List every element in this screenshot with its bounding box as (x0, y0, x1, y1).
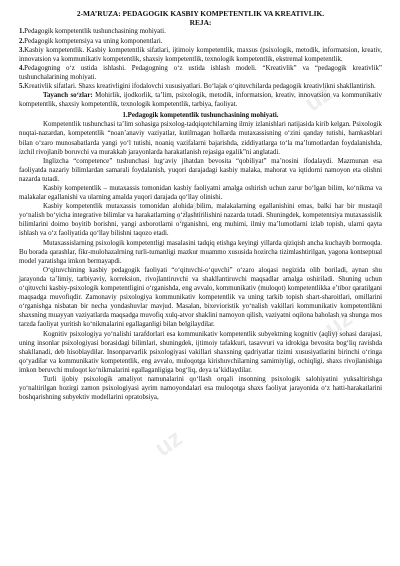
plan-item-text: Kasbiy kompetentlik. Kasbiy kompetentlik sifatlari, ijtimoiy kompetentlik, maxsus (psixologik, metodik, informatsion, kreativ, innovatsion va kommunikativ kompetentlik, shaxsiy kompetentlik, texnologik kompetentlik, ekstremal kompetentlik. (19, 46, 382, 63)
plan-list (19, 27, 382, 91)
plan-item-text: Pedagogik kompetensiya va uning komponentlari. (24, 37, 163, 45)
plan-heading: REJA: (189, 18, 212, 28)
plan-item-number: 3. (19, 46, 25, 54)
body-paragraph: Kompetentlik tushunchasi ta’lim sohasiga psixolog-tadqiqotchilarning ilmiy izlanishlari natijasida kirib kelgan. Psixologik nuqtai-nazardan, kompetentlik “noan’anaviy vaziyatlar, kutilmagan hollarda mutaxassisning o‘zini qanday tutishi, hamkasblari bilan o‘zaro munosabatlarda yangi yo‘l tutishi, noaniq vazifalarni bajarishda, ziddiyatlarga to‘la ma’lumotlardan foydalanishda, izchil rivojlanib boruvchi va murakkab jarayonlarda harakatlanish rejasiga egalik”ni anglatadi. (19, 121, 382, 156)
body-paragraph: Kasbiy kompetentlik – mutaxassis tomonidan kasbiy faoliyatni amalga oshirish uchun zarur bo‘lgan bilim, ko‘nikma va malakalar egallanishi va ularning amalda yuqori darajada qo‘llay olinishi. (19, 185, 382, 202)
body-paragraph: Kognitiv psixologiya yo‘nalishi tarafdorlari esa kommunikativ kompetentlik subyektning kognitiv (aqliy) sohasi darajasi, uning insonlar psixologiyasi borasidagi bilimlari, shuningdek, ijtimoiy tafakkuri, tasavvuri va idrokiga bevosita bog‘liq ravishda shakllanadi, deb hisoblaydilar. Insonparvarlik psixologiyasi vakillari shaxsning qadriyatlar tizimi xususiyatlarini birinchi o‘ringa qo‘yadilar va kommunikativ kompetentlik, eng avvalo, muloqotga kirishuvchilarning samimiyligi, ochiqligi, shaxs rivojlanishiga imkon beruvchi muloqot ko‘nikmalarini egallaganligiga bog‘liq, deya ta’kidlaydilar. (19, 330, 382, 374)
plan-item-text: Pedagogning o‘z ustida ishlashi. Pedagogning o‘z ustida ishlash modeli. “Kreativlik” va “pedagogik kreativlik” tushunchalarining mohiyati. (19, 64, 382, 81)
keywords-label: Tayanch so‘zlar: (43, 92, 93, 100)
section-heading: 1.Pedagogik kompetentlik tushunchasining mohiyati. (122, 112, 279, 120)
plan-item (19, 64, 382, 82)
body-paragraph: Kasbiy kompetentlik mutaxassis tomonidan alohida bilim, malakalarning egallanishini emas, balki har bir mustaqil yo‘nalish bo‘yicha integrative bilimlar va harakatlarning o‘zlashtirilishini nazarda tutadi. Shuningdek, kompetentsiya mutaxassislik bilimlarini doimo boyitib borishni, yangi axborotlarni o‘rganishni, eng muhimi, ilmiy ma’lumotlarni izlab topish, ularni qayta ishlash va o‘z faoliyatida qo‘llay bilishni taqozo etadi. (19, 203, 382, 238)
body-paragraph: O‘qituvchining kasbiy pedagogik faoliyati “o‘qituvchi-o‘quvchi” o‘zaro aloqasi negizida olib boriladi, aynan shu jarayonda ta’limiy, tarbiyaviy, korreksion, rivojlantiruvchi va shakllantiruvchi maqsadlar amalga oshiriladi. Shuning uchun o‘qituvchi kasbiy-psixologik kompetentligini o‘rganishda, eng avvalo, kommunikativ (muloqot) kompetentlikka e’tibor qaratilgani maqsadga muvofiqdir. Zamonaviy psixologiya kommunikativ kompetentlik va uning tarkib topish shart-sharoitlari, omillarini o‘rganishga nisbatan bir necha yondashuvlar mavjud. Masalan, bixevioristik yo‘nalish vakillari kommunikativ kompetentlikni shaxsning muayyan vaziyatlarda maqsadga muvofiq xulq-atvor shaklini namoyon qilish, vaziyatni oqilona baholash va shunga mos tarzda faoliyat yuritish ko‘nikmalarini egallaganligi bilan belgilaydilar. (19, 266, 382, 329)
keywords-text: Mohirlik, ijodkorlik, ta’lim, psixologik, metodik, informatsion, kreativ, innovatsion va kommunikativ kompetentlik, shaxsiy kompetentlik, texnologik kompetentlik, tarbiya, faoliyat. (19, 92, 382, 109)
watermark: uz (300, 79, 338, 118)
watermark: uz (170, 194, 208, 233)
plan-item-text: Pedagogik kompetentlik tushunchasining mohiyati. (24, 28, 166, 36)
plan-item-number: 5. (19, 82, 25, 90)
body-paragraph: Turli ijobiy psixologik amaliyot namunalarini qo‘llash orqali insonning psixologik salohiyatini yuksaltirishga yo‘naltirilgan hozirgi zamon psixologiyasi ayrim namoyondalari esa muloqotga shaxs faoliyat jarayonida o‘z hatti-harakatlarini boshqarishning subyektiv modellarini opratobsiya, (19, 375, 382, 402)
body-paragraph: Inglizcha “competence” tushunchasi lug‘aviy jihatdan bevosita “qobiliyat” ma’nosini ifodalaydi. Mazmunan esa faoliyatda nazariy bilimlardan samarali foydalanish, yuqori darajadagi kasbiy malaka, mahorat va iqtidorni namoyon eta olishni nazarda tutadi. (19, 157, 382, 183)
plan-item (19, 27, 382, 36)
body-paragraph: Mutaxassislarning psixologik kompetentligi masalasini tadqiq etishga keyingi yillarda qiziqish ancha kuchayib bormoqda. Bu borada qarashlar, fikr-mulohazalrning turli-tumanligi mazkur muammo xususida hozircha tizimlashtirilgan, yagona kontseptual model yaratishga imkon bermayapdi. (19, 239, 382, 265)
page-title: 2-MA’RUZA: PEDAGOGIK KASBIY KOMPETENTLIK VA KREATIVLIK. (76, 9, 325, 18)
watermark: uz (320, 304, 358, 343)
plan-item-number: 1. (19, 28, 25, 36)
keywords-paragraph (19, 91, 382, 109)
plan-item (19, 37, 382, 46)
watermark: uz (150, 424, 188, 463)
plan-item-number: 2. (19, 37, 25, 45)
plan-item-number: 4. (19, 64, 25, 72)
plan-item (19, 46, 382, 64)
plan-item-text: Kreativlik sifatlari. Shaxs kreativligini ifodalovchi xususiyatlari. Bo‘lajak o‘qituvchilarda pedagogik kreativlikni shakllantirish. (24, 82, 376, 90)
plan-item (19, 82, 382, 91)
